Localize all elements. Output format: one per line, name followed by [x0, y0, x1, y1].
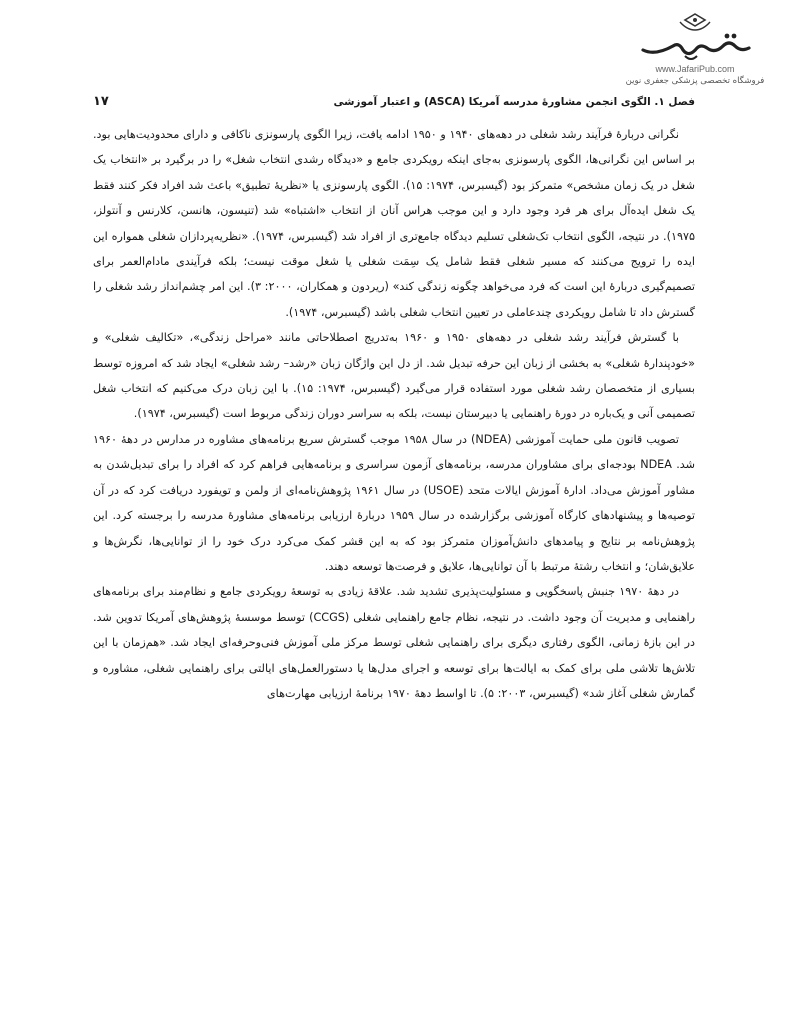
paragraph: نگرانی دربارهٔ فرآیند رشد شغلی در دهه‌های ۱۹۴۰ و ۱۹۵۰ ادامه یافت، زیرا الگوی پارسونزی ناکافی و دارای محدودیت‌هایی بود. بر اساس این نگرانی‌ها، الگوی پارسونزی به‌جای اینکه رویکردی جامع و «دیدگاه رشدی انتخاب شغل» را در برگیرد بر «انتخاب یک شغل در یک زمان مشخص» متمرکز بود (گیسبرس، ۱۹۷۴: ۱۵). الگوی پارسونزی یا «نظریهٔ تطبیق» باعث شد افراد فکر کنند فقط یک شغل ایده‌آل برای هر فرد وجود دارد و این موجب هراس آنان از انتخاب «اشتباه» شد (تنیسون، هانسن، کلارنس و آنتولز، ۱۹۷۵). در نتیجه، الگوی انتخاب تک‌شغلی تسلیم دیدگاه جامع‌تری از افراد شد (گیسبرس، ۱۹۷۴). «نظریه‌پردازان شغلی همواره این ایده را ترویج می‌کنند که مسیر شغلی فقط شامل یک سِمَت شغلی یا شغل موقت نیست؛ بلکه فرآیندی مادام‌العمر برای تصمیم‌گیری دربارهٔ این است که فرد می‌خواهد چگونه زندگی کند» (ریردون و همکاران، ۲۰۰۰: ۳). این امر چشم‌انداز رشد شغلی را گسترش داد تا شامل رویکردی چندعاملی در تعیین انتخاب شغلی باشد (گیسبرس، ۱۹۷۴).: [93, 128, 696, 319]
paragraph: با گسترش فرآیند رشد شغلی در دهه‌های ۱۹۵۰ و ۱۹۶۰ به‌تدریج اصطلاحاتی مانند «مراحل زندگی»، «تکالیف شغلی» و «خودپندارهٔ شغلی» به بخشی از زبان این حرفه تبدیل شد. از دل این واژگان زبان «رشد– رشد شغلی» ایجاد شد که امروزه توسط بسیاری از متخصصان رشد شغلی مورد استفاده قرار می‌گیرد (گیسبرس، ۱۹۷۴: ۱۵). با این زبان درک می‌کنیم که انتخاب شغل تصمیمی آنی و یک‌باره در دورهٔ راهنمایی یا دبیرستان نیست، بلکه به سراسر دوران زندگی مربوط است (گیسبرس، ۱۹۷۴).: [93, 331, 696, 421]
publisher-logo: [620, 10, 770, 102]
page-number: ۱۷: [93, 94, 109, 109]
publisher-url: www.JafariPub.com: [655, 64, 735, 74]
publisher-tagline: فروشگاه تخصصی پزشکی جعفری نوین: [625, 76, 765, 86]
paragraph: تصویب قانون ملی حمایت آموزشی (NDEA) در سال ۱۹۵۸ موجب گسترش سریع برنامه‌های مشاوره در مدارس در دههٔ ۱۹۶۰ شد. NDEA بودجه‌ای برای مشاوران مدرسه، برنامه‌های آزمون سراسری و برنامه‌هایی فراهم کرد که افراد را برای تبدیل‌شدن به مشاور آموزش می‌داد. ادارهٔ آموزش ایالات متحد (USOE) در سال ۱۹۶۱ پژوهش‌نامه‌ای از ولمن و تویفورد دریافت کرد که در آن توصیه‌ها و پیشنهادهای کارگاه آموزشی برگزارشده در سال ۱۹۵۹ دربارهٔ ارزیابی برنامه‌های مشاورهٔ مدرسه را برجسته کرد. این پژوهش‌نامه بر نتایج و پیامدهای دانش‌آموزان متمرکز بود که به این قشر کمک می‌کرد درک خود را از توانایی‌ها، نگرش‌ها و علایق‌شان؛ و انتخاب رشتهٔ مرتبط با آن توانایی‌ها، علایق و فرصت‌ها توسعه دهند.: [93, 432, 695, 573]
paragraph: در دههٔ ۱۹۷۰ جنبش پاسخگویی و مسئولیت‌پذیری تشدید شد. علاقهٔ زیادی به توسعهٔ رویکردی جامع و نظام‌مند برای برنامه‌های راهنمایی و مدیریت آن وجود داشت. در نتیجه، نظام جامع راهنمایی شغلی (CCGS) توسط موسسهٔ پژوهش‌های آمریکا تدوین شد. در این بازهٔ زمانی، الگوی رفتاری دیگری برای راهنمایی شغلی توسط مرکز ملی آموزش فنی‌وحرفه‌ای ایجاد شد. «هم‌زمان با این تلاش‌ها تلاشی ملی برای کمک به ایالت‌ها برای توسعه و اجرای مدل‌ها یا دستورالعمل‌های ایالتی برای راهنمایی شغلی، مشاوره و گمارش شغلی آغاز شد» (گیسبرس، ۲۰۰۳: ۵). تا اواسط دههٔ ۱۹۷۰ برنامهٔ ارزیابی مهارت‌های: [93, 585, 695, 700]
body-text: [93, 122, 695, 706]
jafari-logo-icon: [635, 10, 755, 62]
running-header: [93, 94, 695, 110]
chapter-title: فصل ۱. الگوی انجمن مشاورهٔ مدرسه آمریکا (ASCA) و اعتبار آموزشی: [333, 96, 695, 108]
